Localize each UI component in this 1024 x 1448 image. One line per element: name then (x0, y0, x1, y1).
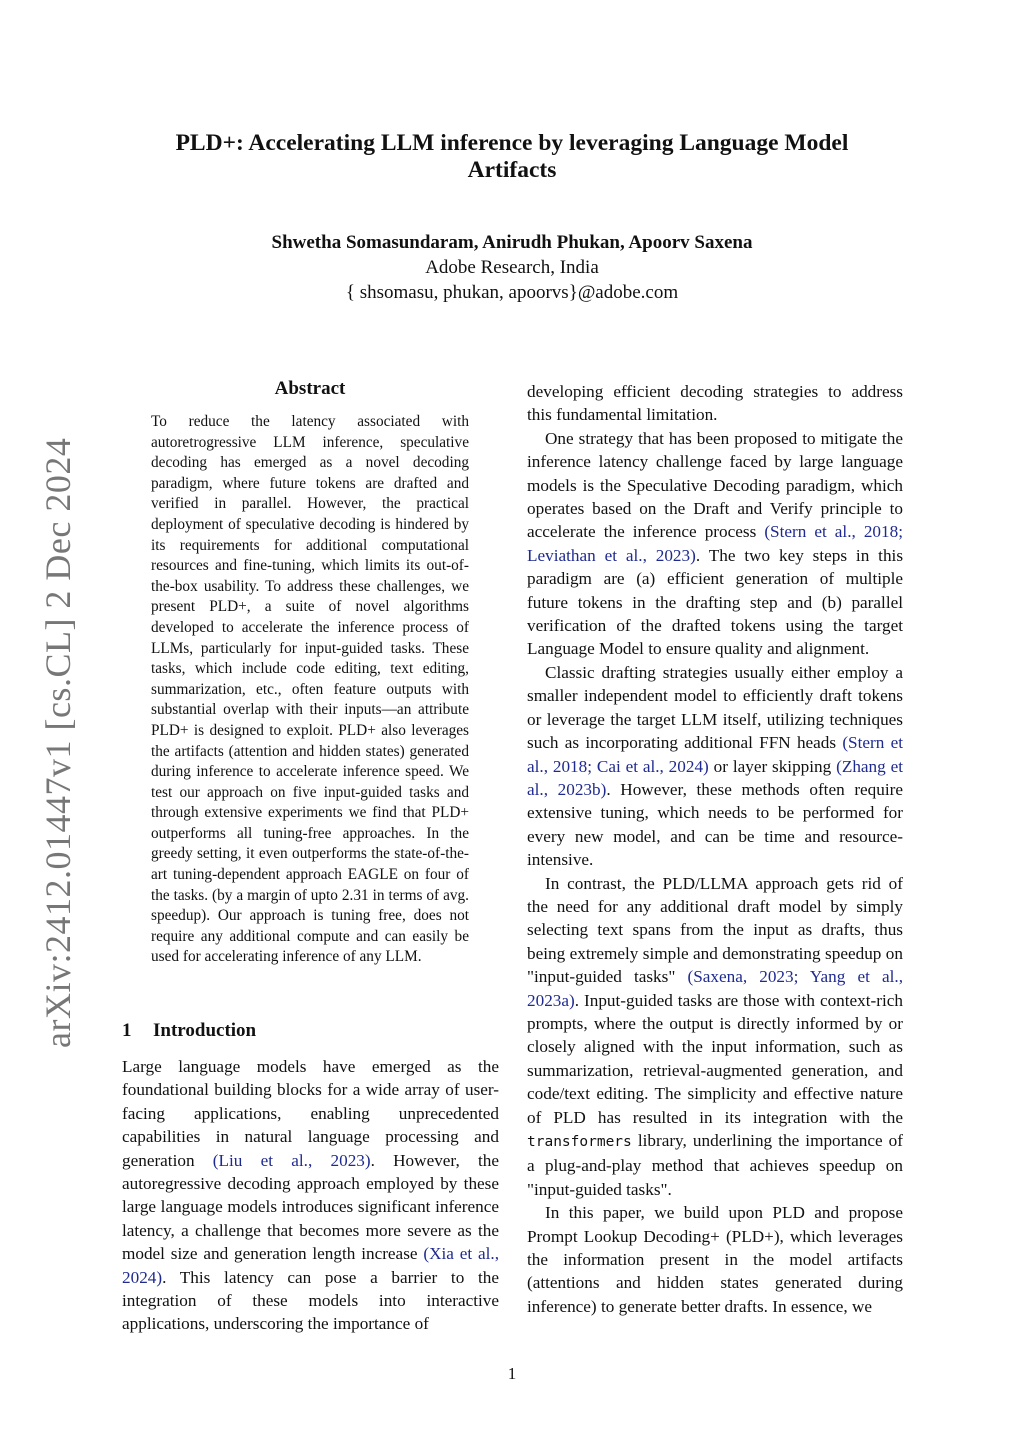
intro-paragraph-5 (527, 1201, 903, 1318)
text-run: or layer skipping (708, 756, 837, 776)
text-run: . Input-guided tasks are those with context-rich prompts, where the output is directly informed by or closely aligned with the input information, such as summarization, retrieval-augmented generation, and code/text editing. The simplicity and effective nature of PLD has resulted in its integration with the (527, 990, 903, 1127)
author-block (130, 230, 894, 305)
text-run: Large language models have emerged as the foundational building blocks for a wide array of user-facing applications, enabling unprecedented capabilities in natural language processing and generation (122, 1057, 499, 1170)
citation-link[interactable]: (Liu et al., 2023) (212, 1150, 371, 1170)
citation-link[interactable]: (Saxena, 2023; Yang et al., 2023a) (527, 967, 903, 1010)
abstract-text: To reduce the latency associated with autoretrogressive LLM inference, speculative decoding has emerged as a novel decoding paradigm, where future tokens are drafted and verified in parallel. However, the practical deployment of speculative decoding is hindered by its requirements for additional computational resources and fine-tuning, which limits its out-of-the-box usability. To address these challenges, we present PLD+, a suite of novel algorithms developed to accelerate the inference process of LLMs, particularly for input-guided tasks. These tasks, which include code editing, text editing, summarization, etc., often feature outputs with substantial overlap with their inputs—an attribute PLD+ is designed to exploit. PLD+ also leverages the artifacts (attention and hidden states) generated during inference to accelerate inference speed. We test our approach on five input-guided tasks and through extensive experiments we find that PLD+ outperforms all tuning-free approaches. In the greedy setting, it even outperforms the state-of-the-art tuning-dependent approach EAGLE on four of the tasks. (by a margin of upto 2.31 in terms of avg. speedup). Our approach is tuning free, does not require any additional compute and can easily be used for accelerating inference of any LLM. (151, 413, 469, 966)
text-run: . This latency can pose a barrier to the integration of these models into interactive applications, underscoring the importance of (122, 1267, 499, 1334)
citation-link[interactable]: (Stern et al., 2018; Leviathan et al., 2023) (527, 522, 903, 565)
paper-title: PLD+: Accelerating LLM inference by leveraging Language Model Artifacts (175, 130, 849, 183)
page-number: 1 (507, 1364, 517, 1383)
section-number: 1 (122, 1020, 132, 1041)
arxiv-side-label: arXiv:2412.01447v1 [cs.CL] 2 Dec 2024 (38, 437, 78, 1048)
text-run: library, underlining the importance of a plug-and-play method that achieves speedup on "input-guided tasks". (527, 1131, 903, 1199)
abstract-heading: Abstract (274, 378, 346, 399)
intro-right-column (527, 380, 903, 1318)
text-run: . However, the autoregressive decoding approach employed by these large language models introduces significant inference latency, a challenge that becomes more severe as the model size and generation length increase (122, 1150, 499, 1264)
citation-link[interactable]: (Stern et al., 2018; Cai et al., 2024) (527, 733, 903, 776)
intro-left-column (122, 1055, 499, 1336)
intro-paragraph-3 (527, 661, 903, 872)
intro-paragraph-1-continued: developing efficient decoding strategies to address this fundamental limitation. (527, 382, 903, 425)
section-heading-introduction (122, 1020, 502, 1042)
citation-link[interactable]: (Zhang et al., 2023b) (527, 756, 903, 799)
code-inline: transformers (527, 1134, 632, 1150)
author-affiliation: Adobe Research, India (425, 257, 599, 278)
intro-paragraph-1 (122, 1055, 499, 1336)
intro-paragraph-2 (527, 427, 903, 661)
text-run: . The two key steps in this paradigm are (a) efficient generation of multiple future tokens in the drafting step and (b) parallel verification of the drafted tokens using the target Language Model to ensure quality and alignment. (527, 545, 904, 659)
intro-paragraph-4 (527, 872, 903, 1202)
author-emails: { shsomasu, phukan, apoorvs}@adobe.com (345, 282, 679, 303)
text-run: Classic drafting strategies usually either employ a smaller independent model to efficiently draft tokens or leverage the target LLM itself, utilizing techniques such as incorporating additional FFN heads (527, 662, 903, 753)
text-run: In this paper, we build upon PLD and propose Prompt Lookup Decoding+ (PLD+), which leverages the information present in the model artifacts (attentions and hidden states generated during inference) to generate better drafts. In essence, we (527, 1203, 903, 1316)
author-names: Shwetha Somasundaram, Anirudh Phukan, Apoorv Saxena (271, 232, 753, 253)
text-run: In contrast, the PLD/LLMA approach gets rid of the need for any additional draft model by simply selecting text spans from the input as drafts, thus being extremely simple and demonstrating speedup on "input-guided tasks" (527, 873, 903, 987)
section-title: Introduction (153, 1020, 257, 1041)
text-run: . However, these methods often require extensive tuning, which needs to be performed for every new model, and can be time and resource-intensive. (527, 779, 903, 870)
citation-link[interactable]: (Xia et al., 2024) (122, 1244, 499, 1287)
text-run: One strategy that has been proposed to mitigate the inference latency challenge faced by large language models is the Speculative Decoding paradigm, which operates based on the Draft and Verify principle to accelerate the inference process (527, 428, 903, 542)
